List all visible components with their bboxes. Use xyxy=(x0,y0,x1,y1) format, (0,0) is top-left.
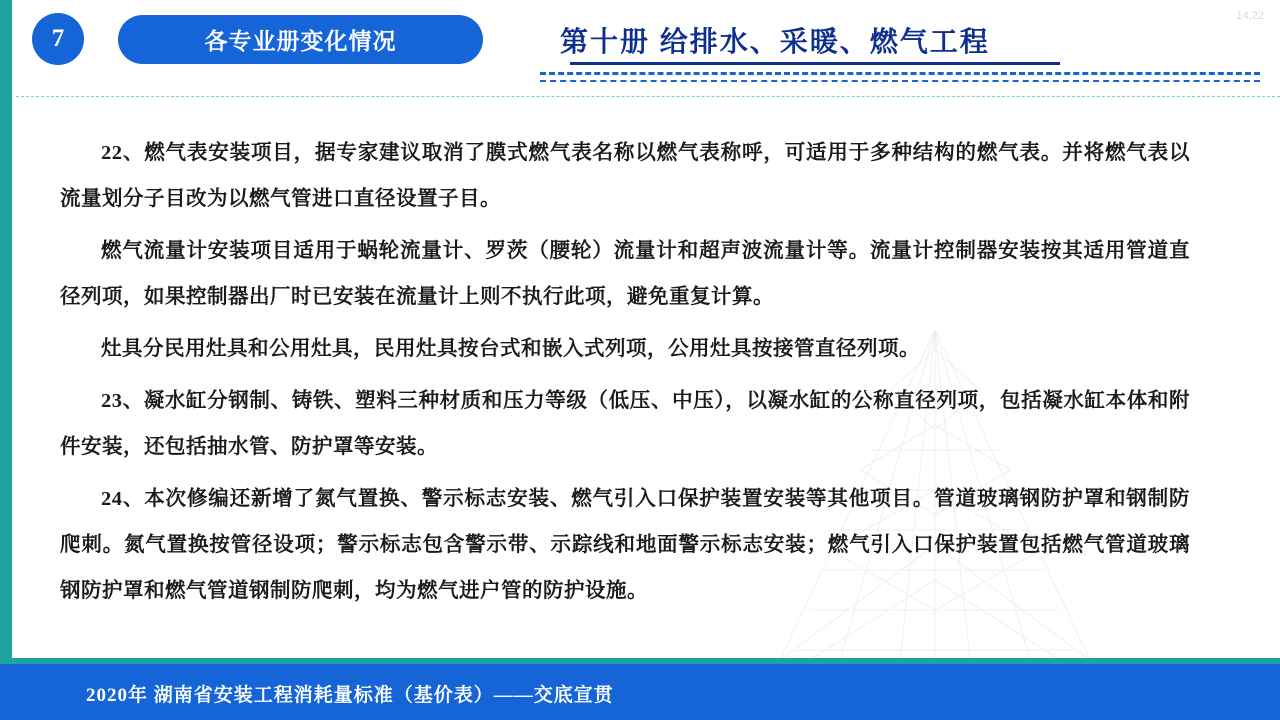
header-dashed-rule-2 xyxy=(540,80,1260,82)
paragraph-24: 24、本次修编还新增了氮气置换、警示标志安装、燃气引入口保护装置安装等其他项目。管道玻璃钢防护罩和钢制防爬刺。氮气置换按管径设项；警示标志包含警示带、示踪线和地面警示标志安装；燃气引入口保护装置包括燃气管道玻璃钢防护罩和燃气管道钢制防爬刺，均为燃气进户管的防护设施。 xyxy=(60,488,1190,602)
page-number: 14,22 xyxy=(1236,10,1264,22)
header-divider xyxy=(16,96,1280,97)
paragraph-22: 22、燃气表安装项目，据专家建议取消了膜式燃气表名称以燃气表称呼，可适用于多种结构的燃气表。并将燃气表以流量划分子目改为以燃气管进口直径设置子目。 xyxy=(60,142,1190,210)
section-number-badge: 7 xyxy=(32,13,84,65)
paragraph-flowmeter: 燃气流量计安装项目适用于蜗轮流量计、罗茨（腰轮）流量计和超声波流量计等。流量计控制器安装按其适用管道直径列项，如果控制器出厂时已安装在流量计上则不执行此项，避免重复计算。 xyxy=(60,240,1190,308)
paragraph-stove: 灶具分民用灶具和公用灶具，民用灶具按台式和嵌入式列项，公用灶具按接管直径列项。 xyxy=(101,338,920,360)
footer-text: 2020年 湖南省安装工程消耗量标准（基价表）——交底宣贯 xyxy=(86,685,614,706)
header-dashed-rule-1 xyxy=(540,72,1260,75)
page-title: 第十册 给排水、采暖、燃气工程 xyxy=(560,26,990,57)
title-underline xyxy=(570,62,1060,65)
slide-body xyxy=(60,130,1190,620)
left-accent-bar xyxy=(0,0,12,720)
slide-header xyxy=(0,0,1280,100)
chapter-pill-label: 各专业册变化情况 xyxy=(118,15,483,64)
paragraph-23: 23、凝水缸分钢制、铸铁、塑料三种材质和压力等级（低压、中压），以凝水缸的公称直径列项，包括凝水缸本体和附件安装，还包括抽水管、防护罩等安装。 xyxy=(60,390,1190,458)
left-accent-bar-gap xyxy=(12,0,16,720)
